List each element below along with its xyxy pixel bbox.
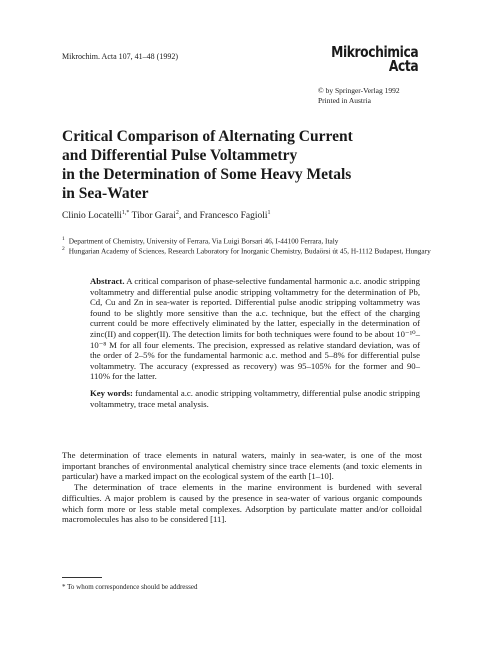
keywords-paragraph <box>90 388 420 409</box>
title-line: and Differential Pulse Voltammetry <box>62 147 298 164</box>
author-name: Tibor Garai <box>129 211 176 221</box>
affiliation-text: Department of Chemistry, University of Ferrara, Via Luigi Borsari 46, I-44100 Ferrara, Italy <box>68 236 339 246</box>
title-line: in the Determination of Some Heavy Metals <box>62 166 352 183</box>
author-superscript: 2 <box>175 209 179 216</box>
printed-line: Printed in Austria <box>318 96 371 105</box>
affiliation-text: Hungarian Academy of Sciences, Research Laboratory for Inorganic Chemistry, Budaörsi út 45, H-1112 Budapest, Hungary <box>68 246 431 256</box>
paper-title <box>62 127 422 203</box>
footnote-rule <box>62 577 102 578</box>
keywords-text: fundamental a.c. anodic stripping voltammetry, differential pulse anodic stripping voltammetry, trace metal analysis. <box>90 387 420 409</box>
abstract-block <box>90 276 420 409</box>
logo-line-2: Acta <box>388 57 418 75</box>
body-text <box>62 450 422 525</box>
abstract-text: A critical comparison of phase-selective fundamental harmonic a.c. anodic stripping voltammetry and differential pulse anodic stripping voltammetry for the determination of Pb, Cd, Cu and Zn in sea-water is reported. Differential pulse anodic stripping voltammetry was found to be slightly more sensitive than the a.c. technique, but the effect of the charging current could be more effectively eliminated by the latter, especially in the determination of zinc(II) and copper(II). The detection limits for both techniques were found to be about 10⁻¹⁰–10⁻⁸ M for all four elements. The precision, expressed as relative standard deviation, was of the order of 2–5% for the fundamental harmonic a.c. method and 5–8% for differential pulse voltammetry. The accuracy (expressed as recovery) was 95–105% for the former and 90–110% for the latter. <box>90 276 420 382</box>
body-paragraph: The determination of trace elements in the marine environment is burdened with several difficulties. A major problem is caused by the presence in sea-water of various organic compounds which form more or less stable metal complexes. Adsorption by particulate matter and/or colloidal macromolecules has also to be considered [11]. <box>62 482 422 525</box>
author-superscript: 1,* <box>121 209 130 216</box>
affiliation-number: 2 <box>62 246 65 252</box>
author-superscript: 1 <box>267 209 271 216</box>
copyright-line: © by Springer-Verlag 1992 <box>318 86 400 95</box>
affiliation <box>62 244 442 256</box>
journal-reference: Mikrochim. Acta 107, 41–48 (1992) <box>62 52 178 61</box>
keywords-label: Key words: <box>90 387 133 398</box>
title-line: Critical Comparison of Alternating Current <box>62 128 353 145</box>
author-name: , and Francesco Fagioli <box>178 211 268 221</box>
logo-line-1: Mikrochimica <box>330 43 418 61</box>
footnote: * To whom correspondence should be addressed <box>62 583 198 591</box>
abstract-paragraph <box>90 276 420 382</box>
journal-logo <box>312 45 418 73</box>
affiliation-number: 1 <box>62 236 65 242</box>
body-paragraph: The determination of trace elements in natural waters, mainly in sea-water, is one of the most important branches of environmental analytical chemistry since trace elements (and toxic elements in particular) have a marked impact on the ecological system of the earth [1–10]. <box>62 450 422 482</box>
abstract-label: Abstract. <box>90 276 125 286</box>
publisher-info <box>318 86 400 106</box>
author-name: Clinio Locatelli <box>62 211 122 221</box>
author-list <box>62 211 271 221</box>
title-line: in Sea-Water <box>62 185 149 202</box>
